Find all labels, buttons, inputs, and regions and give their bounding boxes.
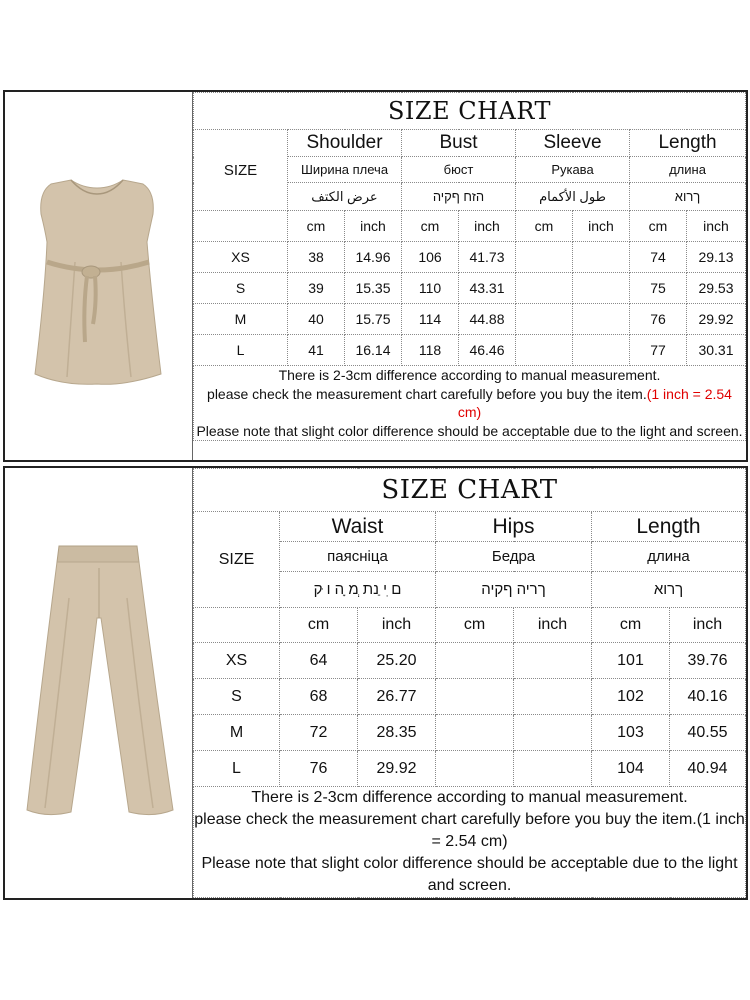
value-cell: 102 [592, 679, 670, 715]
note-line-2 [194, 385, 745, 422]
value-cell [573, 242, 630, 273]
table-row [194, 335, 746, 366]
unit-inch: inch [345, 211, 402, 242]
value-cell [573, 304, 630, 335]
unit-cm: cm [402, 211, 459, 242]
value-cell: 114 [402, 304, 459, 335]
measurement-note [194, 366, 746, 441]
value-cell [436, 679, 514, 715]
pants-size-chart-panel [3, 466, 748, 900]
value-cell: 43.31 [459, 273, 516, 304]
value-cell: 75 [630, 273, 687, 304]
value-cell: 38 [288, 242, 345, 273]
waist-header: Waist [280, 512, 436, 542]
note-line-3: Please note that slight color difference should be acceptable due to the light and screen. [201, 855, 738, 894]
note-line-2-text: please check the measurement chart carefully before you buy the item. [207, 385, 647, 402]
length-header-alt: ךרוא [630, 183, 746, 211]
value-cell [436, 715, 514, 751]
value-cell: 77 [630, 335, 687, 366]
value-cell: 29.92 [687, 304, 746, 335]
chart-title: SIZE CHART [194, 469, 746, 512]
table-row [194, 715, 746, 751]
size-cell: L [194, 751, 280, 787]
table-row [194, 273, 746, 304]
value-cell [516, 304, 573, 335]
value-cell: 40.16 [670, 679, 746, 715]
size-cell: XS [194, 643, 280, 679]
unit-spacer [194, 211, 288, 242]
value-cell: 29.92 [358, 751, 436, 787]
value-cell: 103 [592, 715, 670, 751]
size-cell: L [194, 335, 288, 366]
size-column-header: SIZE [194, 512, 280, 608]
value-cell: 41.73 [459, 242, 516, 273]
table-row [194, 679, 746, 715]
unit-cm: cm [436, 608, 514, 643]
value-cell [436, 751, 514, 787]
value-cell: 118 [402, 335, 459, 366]
note-line-1: There is 2-3cm difference according to manual measurement. [251, 789, 688, 806]
hips-header-alt: ךריה ףקיה [436, 572, 592, 608]
value-cell: 110 [402, 273, 459, 304]
value-cell: 44.88 [459, 304, 516, 335]
value-cell: 76 [280, 751, 358, 787]
note-line-1: There is 2-3cm difference according to manual measurement. [278, 367, 661, 383]
value-cell: 29.53 [687, 273, 746, 304]
value-cell [514, 679, 592, 715]
value-cell: 106 [402, 242, 459, 273]
unit-cm: cm [592, 608, 670, 643]
bust-header-alt: הזח ףקיה [402, 183, 516, 211]
table-row [194, 643, 746, 679]
value-cell: 101 [592, 643, 670, 679]
value-cell: 72 [280, 715, 358, 751]
size-cell: S [194, 273, 288, 304]
value-cell: 25.20 [358, 643, 436, 679]
unit-inch: inch [514, 608, 592, 643]
top-size-table [193, 92, 746, 441]
shoulder-header: Shoulder [288, 130, 402, 157]
value-cell: 39.76 [670, 643, 746, 679]
value-cell: 46.46 [459, 335, 516, 366]
hips-header-ru: Бедра [436, 542, 592, 572]
value-cell [436, 643, 514, 679]
measurement-note [194, 787, 746, 898]
length-header-ru: длина [630, 157, 746, 183]
table-row [194, 751, 746, 787]
table-row [194, 304, 746, 335]
value-cell: 40.94 [670, 751, 746, 787]
wide-leg-pants-image [5, 468, 192, 898]
value-cell: 74 [630, 242, 687, 273]
value-cell: 104 [592, 751, 670, 787]
shoulder-header-alt: عرض الكتف [288, 183, 402, 211]
value-cell [514, 715, 592, 751]
bust-header: Bust [402, 130, 516, 157]
pants-product-photo [5, 468, 192, 898]
note-line-2: please check the measurement chart carefully before you buy the item.(1 inch = 2.54 cm) [194, 811, 745, 850]
size-cell: XS [194, 242, 288, 273]
sleeve-header: Sleeve [516, 130, 630, 157]
size-cell: M [194, 715, 280, 751]
value-cell [573, 273, 630, 304]
unit-cm: cm [280, 608, 358, 643]
unit-cm: cm [516, 211, 573, 242]
value-cell [516, 335, 573, 366]
value-cell: 30.31 [687, 335, 746, 366]
length-header-alt: ךרוא [592, 572, 746, 608]
unit-inch: inch [670, 608, 746, 643]
top-size-chart-panel [3, 90, 748, 462]
value-cell [514, 751, 592, 787]
sleeve-header-ru: Рукава [516, 157, 630, 183]
value-cell: 29.13 [687, 242, 746, 273]
value-cell [514, 643, 592, 679]
top-product-photo [5, 92, 192, 460]
value-cell: 16.14 [345, 335, 402, 366]
value-cell [516, 273, 573, 304]
length-header-ru: длина [592, 542, 746, 572]
unit-inch: inch [687, 211, 746, 242]
waist-header-alt: ם ִי ַנת ְמ ָה ו ּק [280, 572, 436, 608]
chart-title: SIZE CHART [194, 93, 746, 130]
value-cell: 14.96 [345, 242, 402, 273]
size-cell: S [194, 679, 280, 715]
value-cell: 28.35 [358, 715, 436, 751]
value-cell: 39 [288, 273, 345, 304]
value-cell: 68 [280, 679, 358, 715]
size-cell: M [194, 304, 288, 335]
unit-inch: inch [573, 211, 630, 242]
waist-header-ru: паясніца [280, 542, 436, 572]
sleeveless-top-image [5, 92, 192, 460]
value-cell: 64 [280, 643, 358, 679]
inch-conversion-note: (1 inch = 2.54 cm) [457, 385, 732, 420]
value-cell [573, 335, 630, 366]
unit-inch: inch [459, 211, 516, 242]
value-cell: 15.75 [345, 304, 402, 335]
unit-cm: cm [288, 211, 345, 242]
note-line-3: Please note that slight color difference should be acceptable due to the light and screen. [196, 422, 743, 439]
value-cell: 40.55 [670, 715, 746, 751]
sleeve-header-alt: طول الأكمام [516, 183, 630, 211]
length-header: Length [630, 130, 746, 157]
value-cell: 76 [630, 304, 687, 335]
value-cell: 26.77 [358, 679, 436, 715]
value-cell: 40 [288, 304, 345, 335]
bust-header-ru: бюст [402, 157, 516, 183]
value-cell: 41 [288, 335, 345, 366]
table-row [194, 242, 746, 273]
shoulder-header-ru: Ширина плеча [288, 157, 402, 183]
unit-inch: inch [358, 608, 436, 643]
pants-size-table [193, 468, 746, 898]
size-column-header: SIZE [194, 130, 288, 211]
value-cell: 15.35 [345, 273, 402, 304]
hips-header: Hips [436, 512, 592, 542]
length-header: Length [592, 512, 746, 542]
unit-spacer [194, 608, 280, 643]
value-cell [516, 242, 573, 273]
unit-cm: cm [630, 211, 687, 242]
